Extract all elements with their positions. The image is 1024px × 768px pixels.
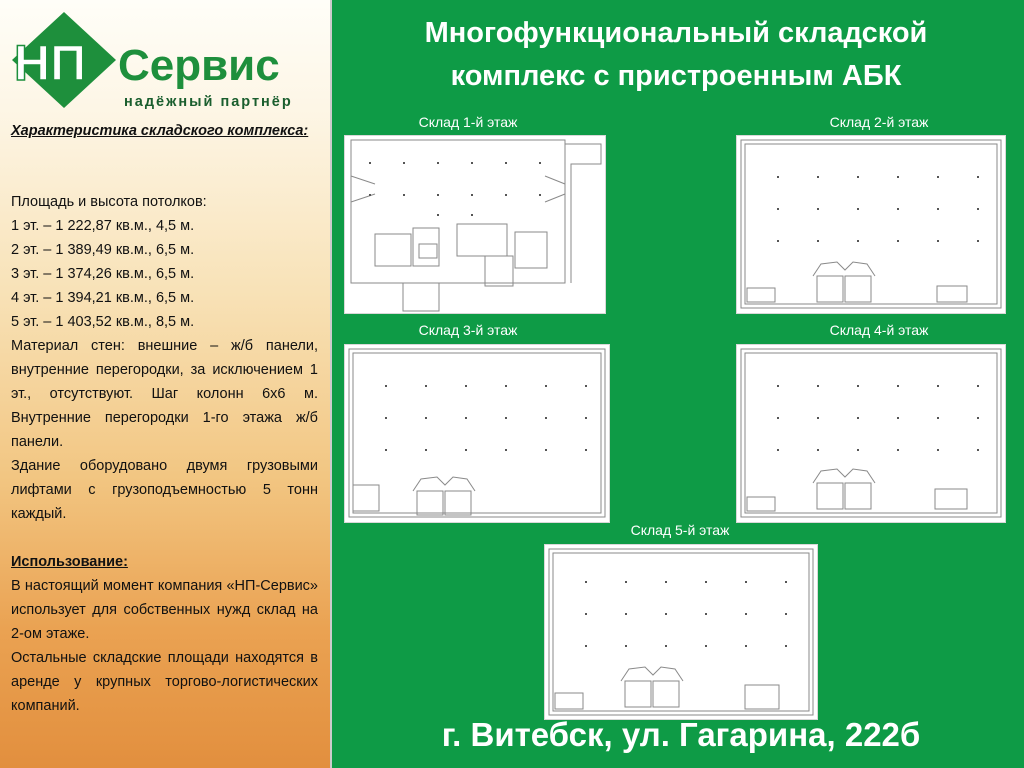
floor-4-plan-drawing — [737, 345, 1005, 522]
logo-name: Сервис — [118, 41, 280, 90]
floor-5-label: Склад 5-й этаж — [630, 522, 730, 538]
usage-text-1: В настоящий момент компания «НП-Сервис» использует для собственных нужд склад на 2-ом этаже. — [11, 578, 318, 642]
floor-area-4: 4 эт. – 1 394,21 кв.м., 6,5 м. — [11, 290, 195, 306]
floor-area-1: 1 эт. – 1 222,87 кв.м., 4,5 м. — [11, 218, 195, 234]
logo-initials: НП — [14, 35, 87, 91]
characteristics-heading: Характеристика складского комплекса: — [11, 123, 309, 139]
walls-description: Материал стен: внешние – ж/б панели, внутренние перегородки, за исключением 1 эт., отсутствуют. Шаг колонн 6х6 м. Внутренние перегородки 1-го этажа ж/б панели. — [11, 338, 318, 450]
floor-2-plan — [736, 135, 1006, 314]
floor-5-plan — [544, 544, 818, 720]
usage-text-2: Остальные складские площади находятся в аренде у крупных торгово-логистических компаний. — [11, 650, 318, 714]
floor-3-label: Склад 3-й этаж — [418, 322, 518, 338]
address: г. Витебск, ул. Гагарина, 222б — [441, 716, 921, 753]
floor-2-label: Склад 2-й этаж — [829, 114, 929, 130]
usage-heading: Использование: — [11, 554, 128, 570]
floor-3-plan — [344, 344, 610, 523]
floor-3-plan-drawing — [345, 345, 609, 522]
logo-tagline: надёжный партнёр — [124, 94, 293, 110]
title-line-2: комплекс с пристроенным АБК — [450, 60, 902, 92]
title-line-1: Многофункциональный складской — [424, 17, 928, 49]
left-info-panel — [0, 0, 332, 768]
floor-5-plan-drawing — [545, 545, 817, 719]
lifts-description: Здание оборудовано двумя грузовыми лифтами с грузоподъемностью 5 тонн каждый. — [11, 458, 318, 522]
company-logo — [6, 8, 324, 112]
floor-2-plan-drawing — [737, 136, 1005, 313]
floor-area-3: 3 эт. – 1 374,26 кв.м., 6,5 м. — [11, 266, 195, 282]
floor-area-5: 5 эт. – 1 403,52 кв.м., 8,5 м. — [11, 314, 195, 330]
page-title — [336, 12, 1016, 98]
floor-area-2: 2 эт. – 1 389,49 кв.м., 6,5 м. — [11, 242, 195, 258]
floor-1-plan-drawing — [345, 136, 605, 313]
characteristics-body — [11, 190, 318, 718]
floor-1-plan — [344, 135, 606, 314]
area-title: Площадь и высота потолков: — [11, 194, 207, 210]
floor-4-plan — [736, 344, 1006, 523]
floor-4-label: Склад 4-й этаж — [829, 322, 929, 338]
floor-1-label: Склад 1-й этаж — [418, 114, 518, 130]
